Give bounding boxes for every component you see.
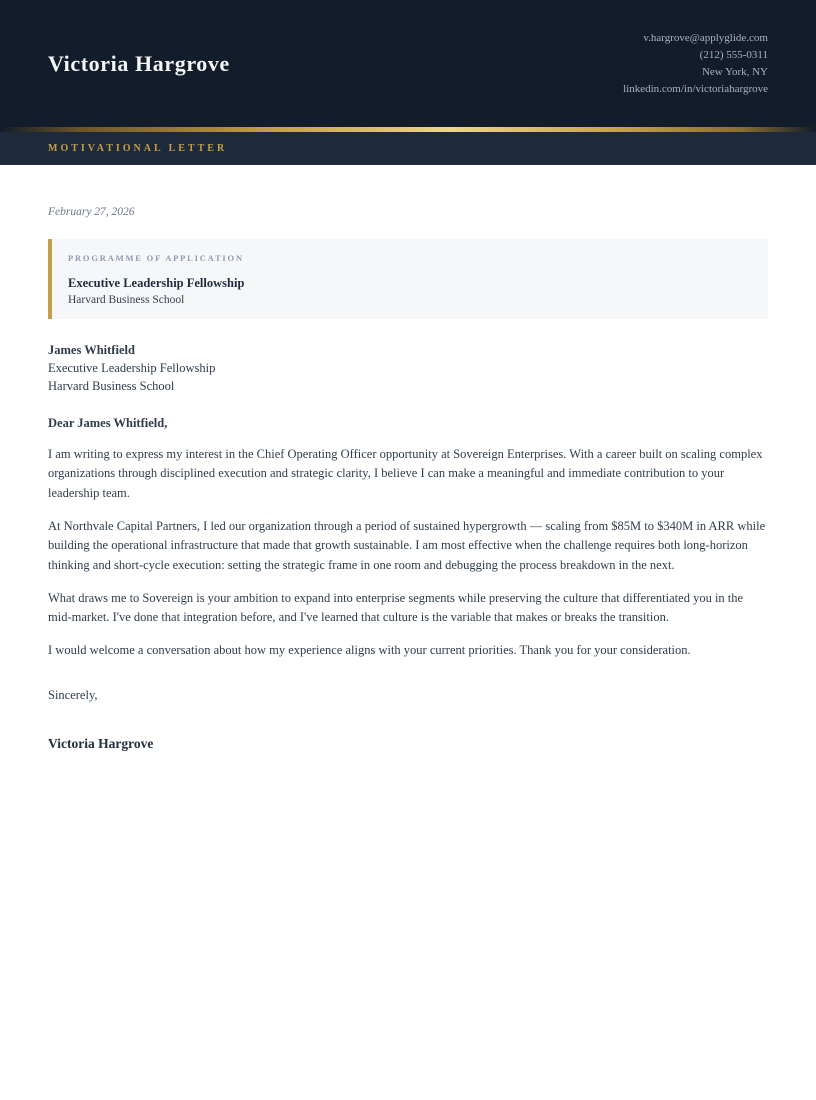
letterhead	[0, 0, 816, 127]
section-title: MOTIVATIONAL LETTER	[48, 143, 228, 154]
letter-body	[0, 165, 816, 753]
letter-date: February 27, 2026	[48, 206, 135, 218]
section-banner	[0, 132, 816, 165]
contact-block	[623, 30, 768, 98]
contact-email: v.hargrove@applyglide.com	[643, 31, 768, 44]
recipient-institution: Harvard Business School	[48, 379, 175, 394]
closing: Sincerely,	[48, 687, 98, 702]
programme-box	[48, 239, 768, 319]
signature-name: Victoria Hargrove	[48, 736, 154, 752]
salutation: Dear James Whitfield,	[48, 415, 168, 430]
letter-paragraph: I am writing to express my interest in the Chief Operating Officer opportunity at Sovereign Enterprises. With a career built on scaling complex organizations through disciplined execution and strategic clarity, I believe I can make a meaningful and immediate contribution to your leadership team.	[48, 447, 763, 500]
contact-phone: (212) 555-0311	[699, 48, 768, 61]
recipient-programme: Executive Leadership Fellowship	[48, 361, 216, 376]
recipient-name: James Whitfield	[48, 342, 135, 357]
contact-linkedin: linkedin.com/in/victoriahargrove	[623, 82, 768, 95]
programme-institution: Harvard Business School	[68, 293, 185, 306]
letter-paragraph: I would welcome a conversation about how my experience aligns with your current priorities. Thank you for your consideration.	[48, 643, 691, 658]
programme-title: Executive Leadership Fellowship	[68, 275, 245, 290]
author-name: Victoria Hargrove	[48, 50, 230, 76]
recipient-block	[48, 341, 768, 396]
letter-paragraph: At Northvale Capital Partners, I led our organization through a period of sustained hypergrowth — scaling from $85M to $340M in ARR while building the operational infrastructure that made that growth sustainable. I am most effective when the challenge requires both long-horizon thinking and short-cycle execution: setting the strategic frame in one room and debugging the process breakdown in the next.	[48, 518, 766, 572]
contact-location: New York, NY	[701, 65, 768, 78]
letter-paragraph: What draws me to Sovereign is your ambition to expand into enterprise segments while preserving the culture that differentiated you in the mid-market. I've done that integration before, and I've learned that culture is the variable that makes or breaks the transition.	[48, 590, 744, 625]
programme-label: PROGRAMME OF APPLICATION	[68, 253, 244, 264]
